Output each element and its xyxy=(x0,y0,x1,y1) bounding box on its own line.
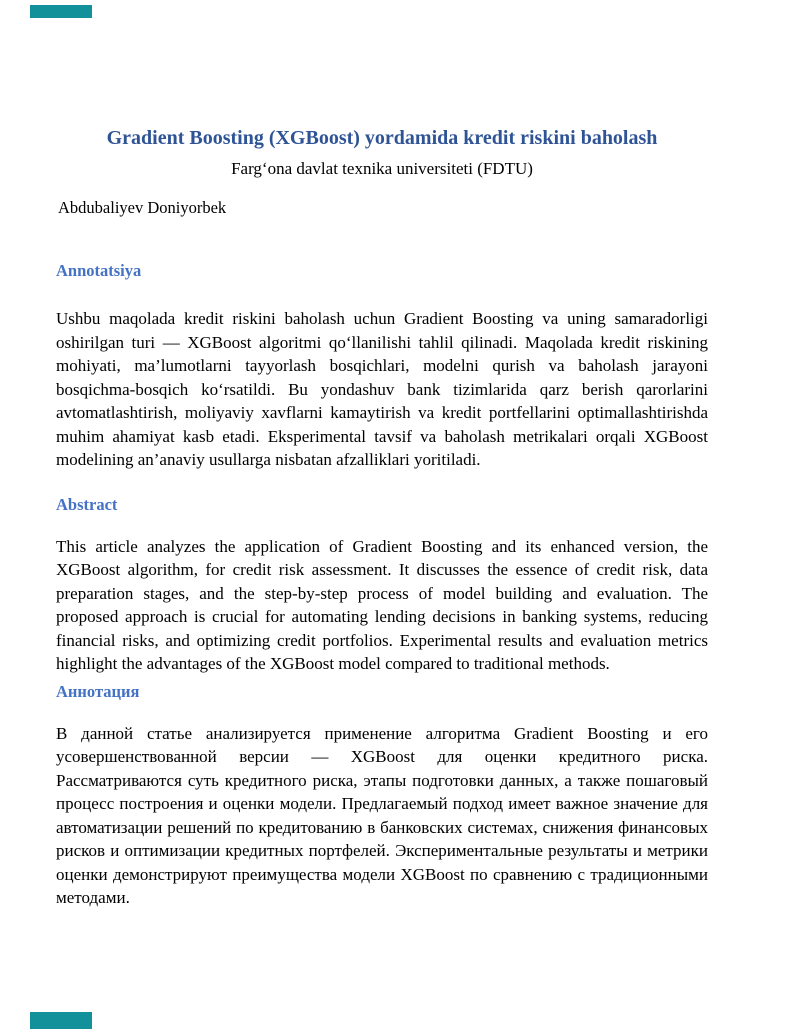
section-heading-abstract: Abstract xyxy=(56,494,118,514)
bottom-left-accent-bar xyxy=(30,1012,92,1029)
document-title: Gradient Boosting (XGBoost) yordamida kredit riskini baholash xyxy=(106,127,658,149)
paragraph-annotatsiya: Ushbu maqolada kredit riskini baholash uchun Gradient Boosting va uning samaradorligi oshirilgan turi — XGBoost algoritmi qo‘llanilishi tahlil qilinadi. Maqolada kredit riskining mohiyati, ma’lumotlarni tayyorlash bosqichlari, modelni qurish va baholash jarayoni bosqichma-bosqich ko‘rsatildi. Bu yondashuv bank tizimlarida qarz berish qarorlarini avtomatlashtirish, moliyaviy xavflarni kamaytirish va kredit portfellarini optimallashtirishda muhim ahamiyat kasb etadi. Eksperimental tavsif va baholash metrikalari orqali XGBoost modelining an’anaviy usullarga nisbatan afzalliklari yoritiladi. xyxy=(56,309,708,469)
section-heading-annotatsiya: Annotatsiya xyxy=(56,261,142,280)
section-heading-annotacia-ru: Аннотация xyxy=(56,681,140,701)
author-name: Abdubaliyev Doniyorbek xyxy=(58,198,227,217)
paragraph-annotacia-ru: В данной статье анализируется применение алгоритма Gradient Boosting и его усовершенствованной версии — XGBoost для оценки кредитного риска. Рассматриваются суть кредитного риска, этапы подготовки данных, а также пошаговый процесс построения и оценки модели. Предлагаемый подход имеет важное значение для автоматизации решений по кредитованию в банковских системах, снижения финансовых рисков и оптимизации кредитных портфелей. Экспериментальные результаты и метрики оценки демонстрируют преимущества модели XGBoost по сравнению с традиционными методами. xyxy=(56,723,708,907)
paragraph-abstract: This article analyzes the application of Gradient Boosting and its enhanced version, the XGBoost algorithm, for credit risk assessment. It discusses the essence of credit risk, data preparation stages, and the step-by-step process of model building and evaluation. The proposed approach is crucial for automating lending decisions in banking systems, reducing financial risks, and optimizing credit portfolios. Experimental results and evaluation metrics highlight the advantages of the XGBoost model compared to traditional methods. xyxy=(56,536,708,673)
affiliation: Farg‘ona davlat texnika universiteti (FDTU) xyxy=(231,159,533,178)
